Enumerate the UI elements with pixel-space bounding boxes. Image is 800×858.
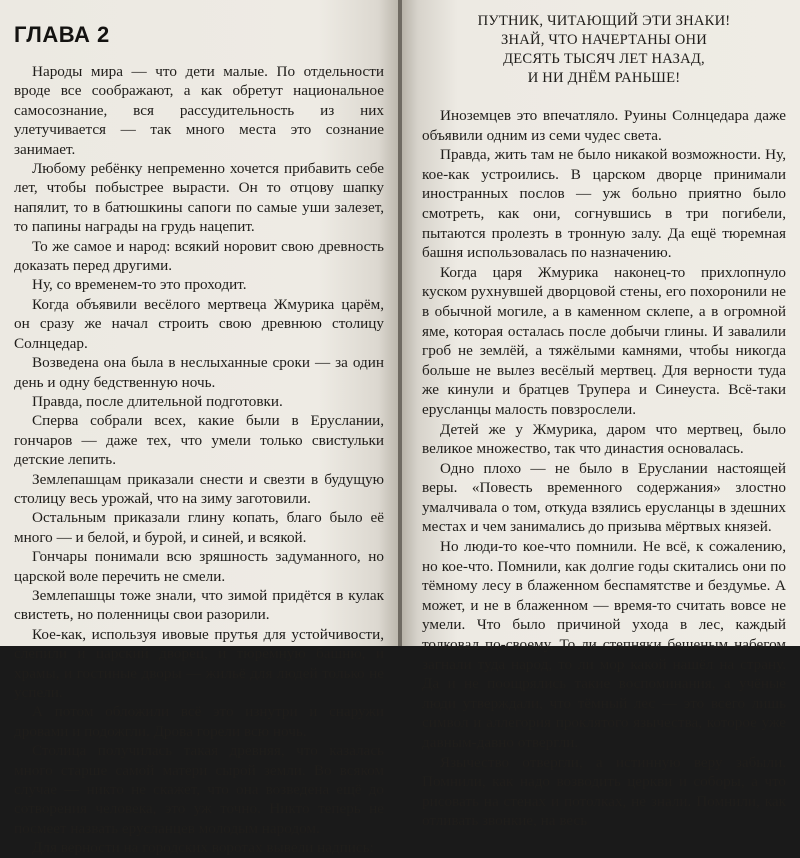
- paragraph: Язычество отвергли, а истинную веру забыли. Помнили, как надо возводить церкви и соборы, а что рисовать на стенах и потолках, не знали. Помнили, как отливать звонкие, на весь: [422, 753, 786, 830]
- paragraph: Правда, после длительной подготовки.: [32, 392, 283, 410]
- paragraph: Столица получилась такая древняя, что казалась много старше самой матери сырой земли. Во всяком случае — никто не скажет, что она возведена ещё до сотворения человека, это уж точно. Никто теперь не посмеет назвать ерусланцев молодым народом.: [14, 742, 384, 837]
- inscription-line: ЗНАЙ, ЧТО НАЧЕРТАНЫ ОНИ: [500, 32, 708, 48]
- paragraph: Ну, со временем-то это проходит.: [32, 276, 247, 294]
- paragraph: Иноземцев это впечатляло. Руины Солнцедара даже объявили одним из семи чудес света.: [422, 107, 786, 144]
- paragraph: Землепашцам приказали снести и свезти в будущую столицу весь урожай, что на зиму заготовили.: [14, 470, 384, 507]
- paragraph: А потом обложили всё это изнутри и снаружи дровами и подожгли. Дрова горели всю ночь.: [14, 703, 384, 740]
- left-page: [0, 0, 398, 857]
- chapter-title: ГЛАВА 2: [14, 22, 110, 47]
- paragraph: То же самое и народ: всякий норовит свою древность доказать перед другими.: [14, 237, 384, 275]
- paragraph: Правда, жить там не было никакой возможности. Ну, кое-как устроились. В царском дворце принимали иностранных послов — уж больно приятно было смотреть, как они, согнувшись в три погибели, пытаются пролезть в тронную залу. Да ещё тюремная башня использовалась по назначению.: [422, 146, 786, 262]
- paragraph: Для верности на городских воротах вывели надпись:: [32, 839, 374, 857]
- paragraph: Народы мира — что дети малые. По отдельности вроде все соображают, а как обретут национальное самосознание, вся рассудительность из них улетучивается — так много места это сознание занимает.: [14, 63, 384, 158]
- paragraph: Остальным приказали глину копать, благо было её много — и белой, и бурой, и синей, и всякой.: [14, 509, 384, 546]
- inscription-line: ПУТНИК, ЧИТАЮЩИЙ ЭТИ ЗНАКИ!: [477, 13, 731, 29]
- right-page: [402, 0, 800, 830]
- paragraph: Землепашцы тоже знали, что зимой придётся в кулак свистеть, но поленницы свои разорили.: [14, 586, 384, 624]
- paragraph: Детей же у Жмурика, даром что мертвец, было великое множество, так что династия основалась.: [422, 420, 786, 458]
- inscription-line: И НИ ДНЁМ РАНЬШЕ!: [527, 70, 681, 86]
- inscription-line: ДЕСЯТЬ ТЫСЯЧ ЛЕТ НАЗАД,: [503, 51, 705, 67]
- paragraph: Возведена она была в неслыханные сроки — за один день и одну бедственную ночь.: [14, 354, 384, 391]
- paragraph: Сперва собрали всех, какие были в Еруслании, гончаров — даже тех, что умели только свистульки детские лепить.: [14, 412, 384, 469]
- paragraph: Одно плохо — не было в Еруслании настоящей веры. «Повесть временного содержания» злостно умалчивала о том, откуда взялись ерусланцы в здешних местах и чем занимались до призыва мёртвых князей.: [422, 459, 786, 536]
- paragraph: Любому ребёнку непременно хочется прибавить себе лет, чтобы побыстрее вырасти. Он то отцову шапку напялит, то в батюшкины сапоги по самые уши залезет, то папины награды на грудь нацепит.: [14, 160, 384, 236]
- paragraph: Когда царя Жмурика наконец-то прихлопнуло куском рухнувшей дворцовой стены, его похоронили не в обычной могиле, а в каменном склепе, а в огромной яме, которая осталась после добычи глины. И завалили гроб не землёй, а тяжёлыми камнями, чтобы никогда больше не вылез весёлый мертвец. Для верности туда же кинули и братцев Трупера и Синеуста. Всё-таки ерусланцы малость повзрослели.: [422, 263, 786, 418]
- paragraph: Когда объявили весёлого мертвеца Жмурика царём, он сразу же начал строить свою древнюю столицу Солнцедар.: [14, 295, 384, 352]
- gate-inscription: [422, 12, 786, 88]
- paragraph: Кое-как, используя ивовые прутья для устойчивости, слепили и царский дворец, и тюремную башню, и храмы, и гостиные дворы — жильё для людей только не успели.: [14, 625, 384, 701]
- paragraph: Гончары понимали всю зряшность задуманного, но царской воле перечить не смели.: [14, 548, 384, 585]
- paragraph: Но люди-то кое-что помнили. Не всё, к сожалению, но кое-что. Помнили, как долгие годы скитались они по тёмному лесу в блаженном беспамятстве и бездумье. А может, и не в блаженном — время-то считать вовсе не умели. Что было причиной ухода в лес, каждый толковал по-своему. То ли степняки бешеным набегом загнали туда народ, то ли мор какой нашёл на страну. Да и не поощрялись такие воспоминания, а учёные люди утверждали, что тёмный лес — это всего лишь символ и аллегория проклятого язычества, которое уже давным-давно отвергли.: [422, 538, 786, 751]
